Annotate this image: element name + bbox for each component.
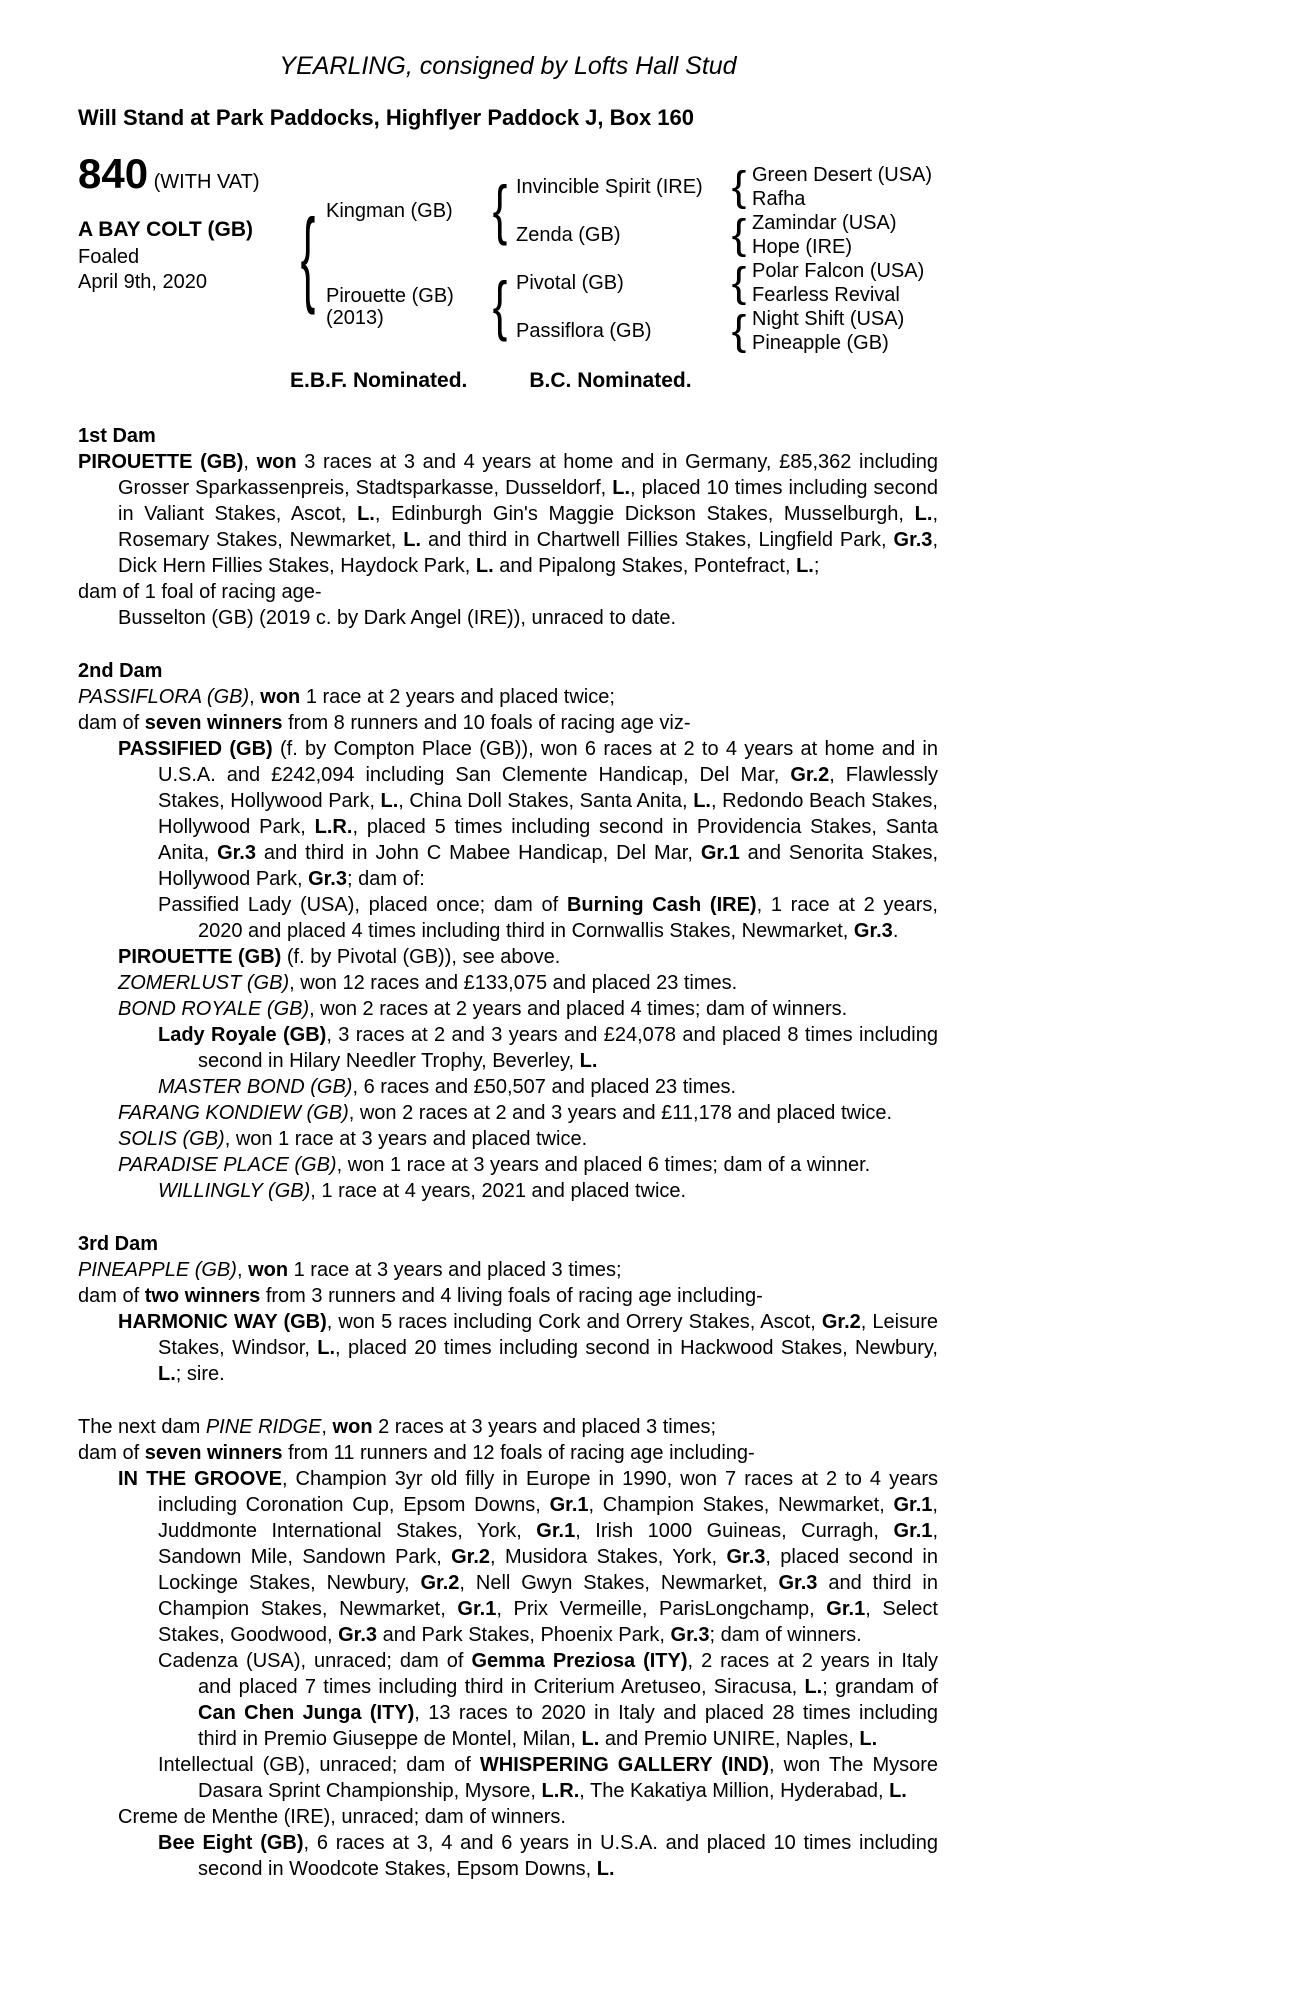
page-content — [78, 52, 938, 1882]
para-pirouette-record: PIROUETTE (GB), won 3 races at 3 and 4 years at home and in Germany, £85,362 including Grosser Sparkassenpreis, Stadtsparkasse, Dusseldorf, L., placed 10 times including second in Valiant Stakes, Ascot, L., Edinburgh Gin's Maggie Dickson Stakes, Musselburgh, L., Rosemary Stakes, Newmarket, L. and third in Chartwell Fillies Stakes, Lingfield Park, Gr.3, Dick Hern Fillies Stakes, Haydock Park, L. and Pipalong Stakes, Pontefract, L.; — [78, 451, 938, 577]
pedigree-dams-sire: Pivotal (GB) — [516, 272, 624, 294]
para-busselton: Busselton (GB) (2019 c. by Dark Angel (IRE)), unraced to date. — [118, 607, 677, 629]
para-bond-royale: BOND ROYALE (GB), won 2 races at 2 years and placed 4 times; dam of winners. — [118, 998, 848, 1020]
pedigree-sire-name: Kingman (GB) — [326, 200, 453, 222]
pedigree-ggdam-3: Fearless Revival — [752, 284, 900, 306]
section-second-dam — [78, 658, 938, 1204]
para-in-the-groove: IN THE GROOVE, Champion 3yr old filly in Europe in 1990, won 7 races at 2 to 4 years including Coronation Cup, Epsom Downs, Gr.1, Champion Stakes, Newmarket, Gr.1, Juddmonte International Stakes, York, Gr.1, Irish 1000 Guineas, Curragh, Gr.1, Sandown Mile, Sandown Park, Gr.2, Musidora Stakes, York, Gr.3, placed second in Lockinge Stakes, Newbury, Gr.2, Nell Gwyn Stakes, Newmarket, Gr.3 and third in Champion Stakes, Newmarket, Gr.1, Prix Vermeille, ParisLongchamp, Gr.1, Select Stakes, Goodwood, Gr.3 and Park Stakes, Phoenix Park, Gr.3; dam of winners. — [118, 1468, 939, 1646]
para-creme-de-menthe: Creme de Menthe (IRE), unraced; dam of winners. — [118, 1806, 566, 1828]
para-pine-ridge: The next dam PINE RIDGE, won 2 races at 3 years and placed 3 times; — [78, 1416, 717, 1438]
para-willingly: WILLINGLY (GB), 1 race at 4 years, 2021 and placed twice. — [158, 1180, 687, 1202]
pedigree-gg-brace-4 — [726, 307, 752, 355]
lot-number: 840 — [78, 150, 149, 197]
pedigree-sires-dam: Zenda (GB) — [516, 224, 621, 246]
para-dam-of-two-winners: dam of two winners from 3 runners and 4 living foals of racing age including- — [78, 1285, 763, 1307]
nominations-line — [78, 369, 938, 393]
brace-icon — [732, 166, 747, 208]
para-solis: SOLIS (GB), won 1 race at 3 years and placed twice. — [118, 1128, 588, 1150]
horse-description: A BAY COLT (GB) — [78, 218, 254, 241]
consignor-title: YEARLING, consigned by Lofts Hall Stud — [279, 52, 737, 80]
pedigree-ggdam-2: Hope (IRE) — [752, 236, 853, 258]
para-harmonic-way: HARMONIC WAY (GB), won 5 races including Cork and Orrery Stakes, Ascot, Gr.2, Leisure Stakes, Windsor, L., placed 20 times including second in Hackwood Stakes, Newbury, L.; sire. — [118, 1311, 938, 1385]
pedigree-dam-name: Pirouette (GB) (2013) — [326, 285, 454, 329]
pedigree-gg-brace-3 — [726, 259, 752, 307]
para-master-bond: MASTER BOND (GB), 6 races and £50,507 and placed 23 times. — [158, 1076, 737, 1098]
lot-number-line — [78, 150, 290, 197]
brace-icon — [493, 274, 508, 340]
pedigree-ggsire-2: Zamindar (USA) — [752, 212, 897, 234]
para-bee-eight: Bee Eight (GB), 6 races at 3, 4 and 6 years in U.S.A. and placed 10 times including second in Woodcote Stakes, Epsom Downs, L. — [158, 1832, 938, 1880]
brace-icon — [732, 214, 747, 256]
section-next-dam — [78, 1414, 938, 1882]
para-dam-of-winners: dam of seven winners from 8 runners and 10 foals of racing age viz- — [78, 712, 691, 734]
pedigree-ggdam-4: Pineapple (GB) — [752, 332, 889, 354]
vat-note: (WITH VAT) — [153, 171, 260, 193]
lot-block — [78, 150, 290, 355]
para-farang-kondiew: FARANG KONDIEW (GB), won 2 races at 2 and 3 years and £11,178 and placed twice. — [118, 1102, 893, 1124]
section-heading: 3rd Dam — [78, 1233, 159, 1255]
para-intellectual: Intellectual (GB), unraced; dam of WHISPERING GALLERY (IND), won The Mysore Dasara Sprint Championship, Mysore, L.R., The Kakatiya Million, Hyderabad, L. — [158, 1754, 939, 1802]
section-third-dam — [78, 1231, 938, 1387]
brace-icon — [732, 310, 747, 352]
pedigree-sire-brace — [484, 163, 516, 259]
ebf-nominated: E.B.F. Nominated. — [290, 369, 468, 392]
bc-nominated: B.C. Nominated. — [529, 369, 692, 392]
para-zomerlust: ZOMERLUST (GB), won 12 races and £133,075 and placed 23 times. — [118, 972, 738, 994]
pedigree-main-brace — [290, 163, 326, 355]
foaled-label: Foaled — [78, 246, 140, 268]
pedigree-ggsire-4: Night Shift (USA) — [752, 308, 905, 330]
pedigree-sires-sire: Invincible Spirit (IRE) — [516, 176, 703, 198]
pedigree-gg-brace-1 — [726, 163, 752, 211]
para-pirouette-see-above: PIROUETTE (GB) (f. by Pivotal (GB)), see above. — [118, 946, 561, 968]
foaled-date: April 9th, 2020 — [78, 271, 207, 293]
stand-location-line: Will Stand at Park Paddocks, Highflyer Paddock J, Box 160 — [78, 105, 694, 130]
pedigree-table — [78, 150, 938, 355]
pedigree-ggsire-1: Green Desert (USA) — [752, 164, 933, 186]
para-lady-royale: Lady Royale (GB), 3 races at 2 and 3 years and £24,078 and placed 8 times including second in Hilary Needler Trophy, Beverley, L. — [158, 1024, 938, 1072]
brace-icon — [493, 178, 508, 244]
pedigree-ggdam-1: Rafha — [752, 188, 806, 210]
para-passiflora-record: PASSIFLORA (GB), won 1 race at 2 years and placed twice; — [78, 686, 615, 708]
pedigree-gg-brace-2 — [726, 211, 752, 259]
para-paradise-place: PARADISE PLACE (GB), won 1 race at 3 years and placed 6 times; dam of a winner. — [118, 1154, 871, 1176]
para-cadenza: Cadenza (USA), unraced; dam of Gemma Preziosa (ITY), 2 races at 2 years in Italy and placed 7 times including third in Criterium Aretuseo, Siracusa, L.; grandam of Can Chen Junga (ITY), 13 races to 2020 in Italy and placed 28 times including third in Premio Giuseppe de Montel, Milan, L. and Premio UNIRE, Naples, L. — [158, 1650, 939, 1750]
para-passified: PASSIFIED (GB) (f. by Compton Place (GB)), won 6 races at 2 to 4 years at home and in U.S.A. and £242,094 including San Clemente Handicap, Del Mar, Gr.2, Flawlessly Stakes, Hollywood Park, L., China Doll Stakes, Santa Anita, L., Redondo Beach Stakes, Hollywood Park, L.R., placed 5 times including second in Providencia Stakes, Santa Anita, Gr.3 and third in John C Mabee Handicap, Del Mar, Gr.1 and Senorita Stakes, Hollywood Park, Gr.3; dam of: — [118, 738, 939, 890]
brace-icon — [732, 262, 747, 304]
section-first-dam — [78, 423, 938, 631]
para-pineapple-record: PINEAPPLE (GB), won 1 race at 3 years and placed 3 times; — [78, 1259, 622, 1281]
para-dam-of-foals: dam of 1 foal of racing age- — [78, 581, 322, 603]
section-heading: 1st Dam — [78, 425, 156, 447]
para-dam-of-seven-winners: dam of seven winners from 11 runners and 12 foals of racing age including- — [78, 1442, 755, 1464]
pedigree-dam-brace — [484, 259, 516, 355]
brace-icon — [301, 206, 316, 312]
pedigree-ggsire-3: Polar Falcon (USA) — [752, 260, 925, 282]
pedigree-dams-dam: Passiflora (GB) — [516, 320, 652, 342]
section-heading: 2nd Dam — [78, 660, 163, 682]
para-passified-lady: Passified Lady (USA), placed once; dam of Burning Cash (IRE), 1 race at 2 years, 2020 and placed 4 times including third in Cornwallis Stakes, Newmarket, Gr.3. — [158, 894, 938, 942]
